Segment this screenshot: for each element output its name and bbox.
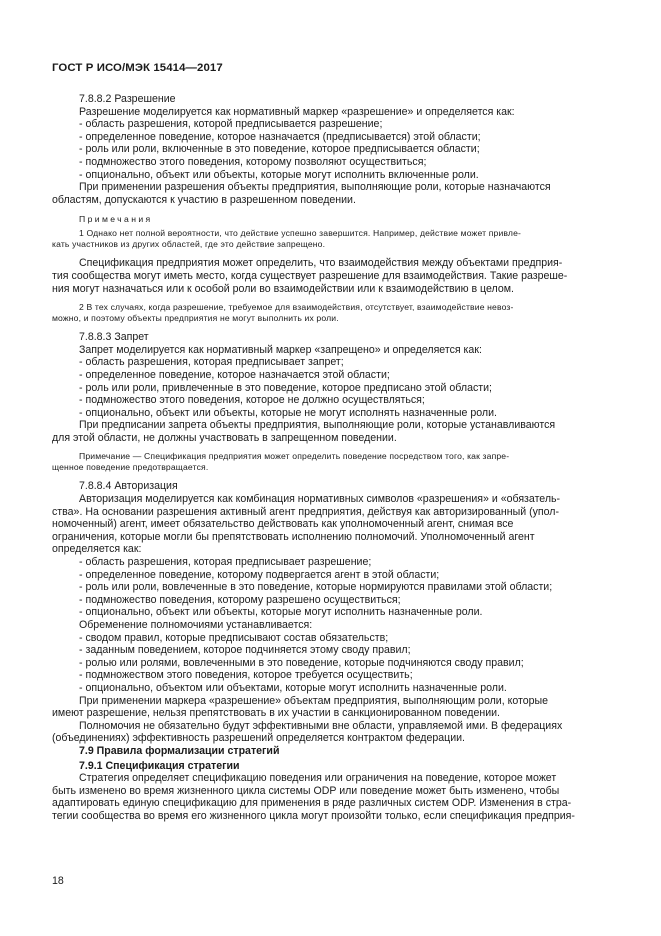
- list-item: - определенное поведение, которое назначается (предписывается) этой области;: [79, 130, 481, 143]
- list-item: - область разрешения, которой предписывается разрешение;: [79, 118, 383, 131]
- paragraph: При применении разрешения объекты предприятия, выполняющие роли, которые назначаются: [79, 181, 551, 194]
- paragraph: При применении маркера «разрешение» объектам предприятия, выполняющим роли, которые: [79, 694, 549, 707]
- section-heading-7884: 7.8.8.4 Авторизация: [79, 480, 178, 493]
- list-item: - заданным поведением, которое подчиняется этому своду правил;: [79, 644, 411, 657]
- note: щенное поведение предотвращается.: [52, 462, 209, 473]
- note: можно, и поэтому объекты предприятия не могут выполнить их роли.: [52, 313, 339, 324]
- list-item: - подмножество поведения, которому разрешено осуществиться;: [79, 593, 401, 606]
- notes-heading: Примечания: [79, 214, 153, 225]
- list-item: - определенное поведение, которое назначается этой области;: [79, 368, 390, 381]
- list-item: - область разрешения, которая предписывает разрешение;: [79, 556, 372, 569]
- list-item: - подмножество этого поведения, которое не должно осуществляться;: [79, 394, 425, 407]
- section-heading-7883: 7.8.8.3 Запрет: [79, 331, 149, 344]
- list-item: - подмножеством этого поведения, которое требуется осуществить;: [79, 669, 413, 682]
- note: кать участников из других областей, где это действие запрещено.: [52, 239, 326, 250]
- paragraph: Разрешение моделируется как нормативный маркер «разрешение» и определяется как:: [79, 105, 515, 118]
- paragraph: Стратегия определяет спецификацию поведения или ограничения на поведение, которое может: [79, 772, 557, 785]
- list-item: - роль или роли, привлеченные в это поведение, которое предписано этой области;: [79, 381, 492, 394]
- paragraph: областям, допускаются к участию в разрешенном поведении.: [52, 193, 356, 206]
- section-heading-79: 7.9 Правила формализации стратегий: [79, 744, 280, 757]
- paragraph: номоченный) агент, имеет обязательство действовать как уполномоченный агент, снимая все: [52, 518, 514, 531]
- list-item: - опционально, объект или объекты, которые могут исполнить назначенные роли.: [79, 606, 483, 619]
- paragraph: имеют разрешение, нельзя препятствовать в их участии в санкционированном поведении.: [52, 707, 500, 720]
- paragraph: адаптировать единую спецификацию для применения в ряде различных систем ODP. Изменения в стра-: [52, 797, 572, 810]
- paragraph: тия сообщества могут иметь место, когда существует разрешение для взаимодействия. Такие разреше-: [52, 269, 568, 282]
- list-item: - опционально, объект или объекты, которые могут исполнить включенные роли.: [79, 168, 479, 181]
- paragraph: ства». На основании разрешения активный агент предприятия, действуя как авторизированный (упол-: [52, 505, 560, 518]
- paragraph: определяется как:: [52, 543, 142, 556]
- paragraph: тегии сообщества во время его жизненного цикла могут произойти только, если спецификация предприя-: [52, 809, 575, 822]
- list-item: - роль или роли, включенные в это поведение, которое предписывается области;: [79, 143, 480, 156]
- note: Примечание — Спецификация предприятия может определить поведение посредством того, как запре-: [79, 451, 510, 462]
- list-item: - опционально, объект или объекты, которые не могут исполнять назначенные роли.: [79, 406, 497, 419]
- note: 2 В тех случаях, когда разрешение, требуемое для взаимодействия, отсутствует, взаимодействие невоз-: [79, 302, 514, 313]
- paragraph: Обременение полномочиями устанавливается:: [79, 619, 313, 631]
- paragraph: Запрет моделируется как нормативный маркер «запрещено» и определяется как:: [79, 343, 482, 356]
- list-item: - подмножество этого поведения, которому позволяют осуществиться;: [79, 155, 427, 168]
- section-heading-7882: 7.8.8.2 Разрешение: [79, 93, 176, 105]
- paragraph: быть изменено во время жизненного цикла системы ODP или поведение может быть изменено, чтобы: [52, 784, 560, 797]
- paragraph: (объединениях) эффективность разрешений определяется контрактом федерации.: [52, 732, 465, 745]
- page-content: [52, 93, 614, 823]
- paragraph: для этой области, не должны участвовать в запрещенном поведении.: [52, 431, 397, 444]
- paragraph: ния могут назначаться или к особой роли во взаимодействии или к взаимодействию в целом.: [52, 282, 514, 295]
- paragraph: При предписании запрета объекты предприятия, выполняющие роли, которые устанавливаются: [79, 419, 556, 432]
- list-item: - ролью или ролями, вовлеченными в это поведение, которые подчиняются своду правил;: [79, 656, 524, 669]
- list-item: - роль или роли, вовлеченные в это поведение, которые нормируются правилами этой области;: [79, 581, 553, 594]
- list-item: - область разрешения, которая предписывает запрет;: [79, 356, 344, 369]
- list-item: - сводом правил, которые предписывают состав обязательств;: [79, 631, 389, 644]
- list-item: - определенное поведение, которому подвергается агент в этой области;: [79, 568, 440, 581]
- paragraph: Авторизация моделируется как комбинация нормативных символов «разрешения» и «обязатель-: [79, 493, 561, 506]
- document-header: ГОСТ Р ИСО/МЭК 15414—2017: [52, 62, 223, 74]
- section-heading-791: 7.9.1 Спецификация стратегии: [79, 759, 240, 772]
- note: 1 Однако нет полной вероятности, что действие успешно завершится. Например, действие может привле-: [79, 228, 522, 239]
- paragraph: ограничения, которые могли бы препятствовать исполнению полномочий. Уполномоченный агент: [52, 530, 535, 543]
- list-item: - опционально, объектом или объектами, которые могут исполнить назначенные роли.: [79, 681, 507, 694]
- page-number: 18: [52, 875, 64, 887]
- paragraph: Полномочия не обязательно будут эффективными вне области, управляемой ими. В федерациях: [79, 719, 563, 732]
- paragraph: Спецификация предприятия может определить, что взаимодействия между объектами предприя-: [79, 257, 563, 270]
